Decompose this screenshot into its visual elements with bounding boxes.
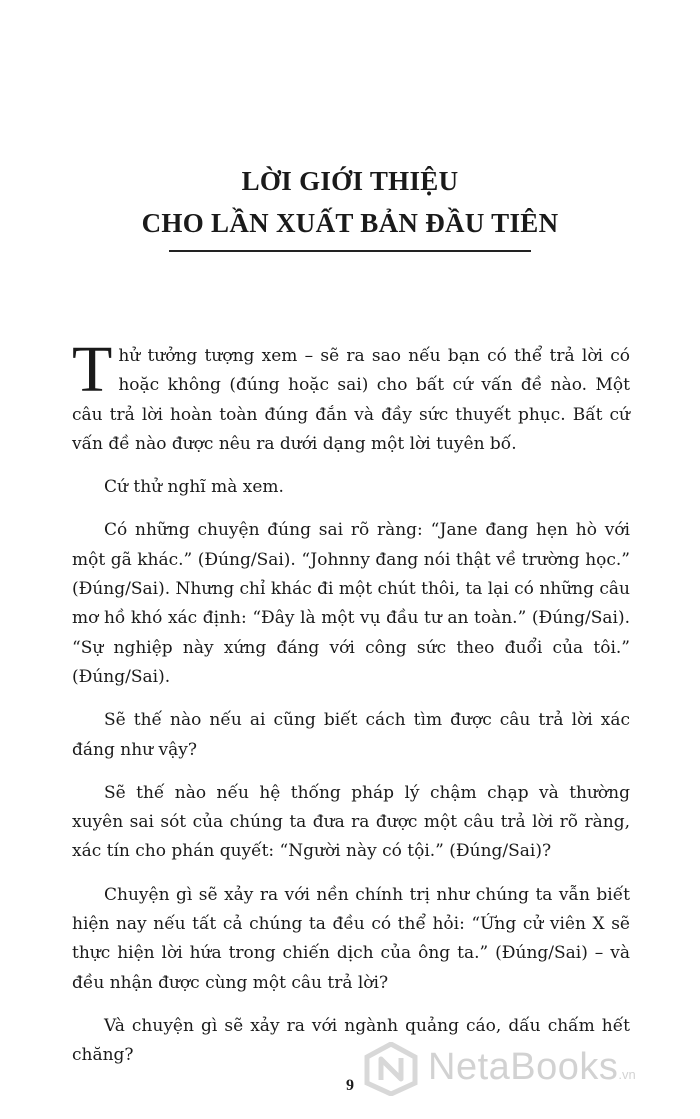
body-text xyxy=(72,333,631,1085)
paragraph-1 xyxy=(72,333,630,459)
paragraph-1-text: hử tưởng tượng xem – sẽ ra sao nếu bạn có thể trả lời có hoặc không (đúng hoặc sai) cho bất cứ vấn đề nào. Một câu trả lời hoàn toàn đúng đắn và đầy sức thuyết phục. Bất cứ vấn đề nào được nêu ra dưới dạng một lời tuyên bố. xyxy=(72,346,630,454)
paragraph-2: Cứ thử nghĩ mà xem. xyxy=(104,477,284,498)
watermark xyxy=(362,1034,692,1104)
paragraph-5: Sẽ thế nào nếu hệ thống pháp lý chậm chạp và thường xuyên sai sót của chúng ta đưa ra được một câu trả lời rõ ràng, xác tín cho phán quyết: “Người này có tội.” (Đúng/Sai)? xyxy=(72,782,630,862)
paragraph-3: Có những chuyện đúng sai rõ ràng: “Jane đang hẹn hò với một gã khác.” (Đúng/Sai). “Johnny đang nói thật về trường học.” (Đúng/Sai). Nhưng chỉ khác đi một chút thôi, ta lại có những câu mơ hồ khó xác định: “Đây là một vụ đầu tư an toàn.” (Đúng/Sai). “Sự nghiệp này xứng đáng với công sức theo đuổi của tôi.” (Đúng/Sai). xyxy=(72,520,631,687)
watermark-suffix: .vn xyxy=(618,1067,636,1082)
heading-line-1: LỜI GIỚI THIỆU xyxy=(241,166,459,196)
paragraph-4: Sẽ thế nào nếu ai cũng biết cách tìm được câu trả lời xác đáng như vậy? xyxy=(72,710,630,760)
watermark-brand xyxy=(428,1046,636,1089)
drop-cap: T xyxy=(72,333,113,406)
heading-line-2: CHO LẦN XUẤT BẢN ĐẦU TIÊN xyxy=(141,208,559,238)
paragraph-6: Chuyện gì sẽ xảy ra với nền chính trị như chúng ta vẫn biết hiện nay nếu tất cả chúng ta đều có thể hỏi: “Ứng cử viên X sẽ thực hiện lời hứa trong chiến dịch của ông ta.” (Đúng/Sai) – và đều nhận được cùng một câu trả lời? xyxy=(72,884,630,993)
paragraph-7: Và chuyện gì sẽ xảy ra với ngành quảng cáo, dấu chấm hết chăng? xyxy=(72,1015,630,1066)
watermark-brand-name: NetaBooks xyxy=(428,1046,619,1088)
chapter-heading xyxy=(0,160,700,252)
page-number: 9 xyxy=(346,1077,354,1094)
netabooks-logo-icon xyxy=(364,1042,418,1096)
heading-underline xyxy=(169,250,531,252)
